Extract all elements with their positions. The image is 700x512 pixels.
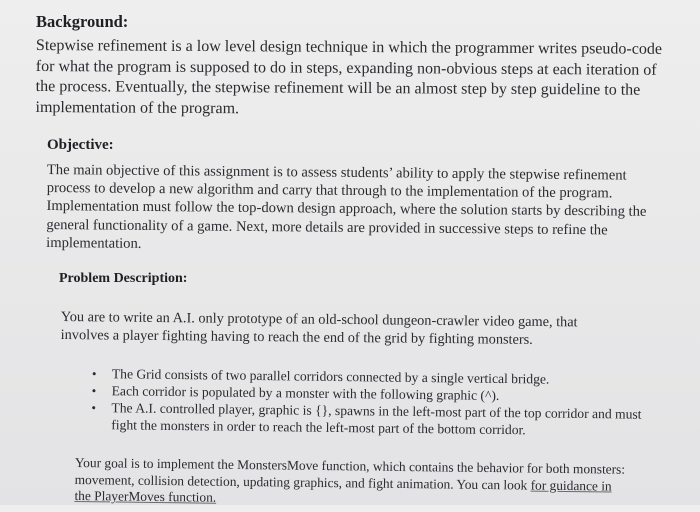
goal-text-cutoff: for guidance in the PlayerMoves function.	[74, 477, 612, 505]
bullet-text: The Grid consists of two parallel corridors connected by a single vertical bridge.	[111, 366, 550, 387]
objective-paragraph: The main objective of this assignment is to assess students’ ability to apply the stepwise refinement process to develop a new algorithm and carry that through to the implementation of the program. Implementation must follow the top-down design approach, where the solution starts by describing the general functionality of a game. Next, more details are provided in successive steps to refine the implementation.	[46, 161, 647, 252]
objective-heading: Objective:	[47, 137, 114, 153]
problem-intro-paragraph: You are to write an A.I. only prototype of an old-school dungeon-crawler video game, that involves a player fighting having to reach the end of the grid by fighting monsters.	[60, 309, 578, 348]
background-paragraph: Stepwise refinement is a low level design technique in which the programmer writes pseudo-code for what the program is supposed to do in steps, expanding non-obvious steps at each iteration of the process. Eventually, the stepwise refinement will be an almost step by step guideline to the implementation of the program.	[35, 36, 663, 117]
bullet-text: Each corridor is populated by a monster with the following graphic (^).	[111, 383, 500, 403]
bullet-marker: •	[91, 399, 97, 416]
list-item	[91, 399, 651, 440]
problem-bullet-list	[91, 365, 652, 440]
goal-text-main: Your goal is to implement the MonstersMove function, which contains the behavior for both monsters: movement, collision detection, updating graphics, and fight animation. You can look	[74, 455, 626, 493]
bullet-marker: •	[91, 382, 97, 399]
problem-description-heading: Problem Description:	[59, 271, 188, 286]
bullet-text: The A.I. controlled player, graphic is {}, spawns in the left-most part of the top corridor and must fight the monsters in order to reach the left-most part of the bottom corridor.	[111, 400, 642, 438]
bullet-marker: •	[91, 365, 97, 382]
goal-paragraph	[74, 455, 630, 512]
background-heading: Background:	[36, 12, 129, 31]
